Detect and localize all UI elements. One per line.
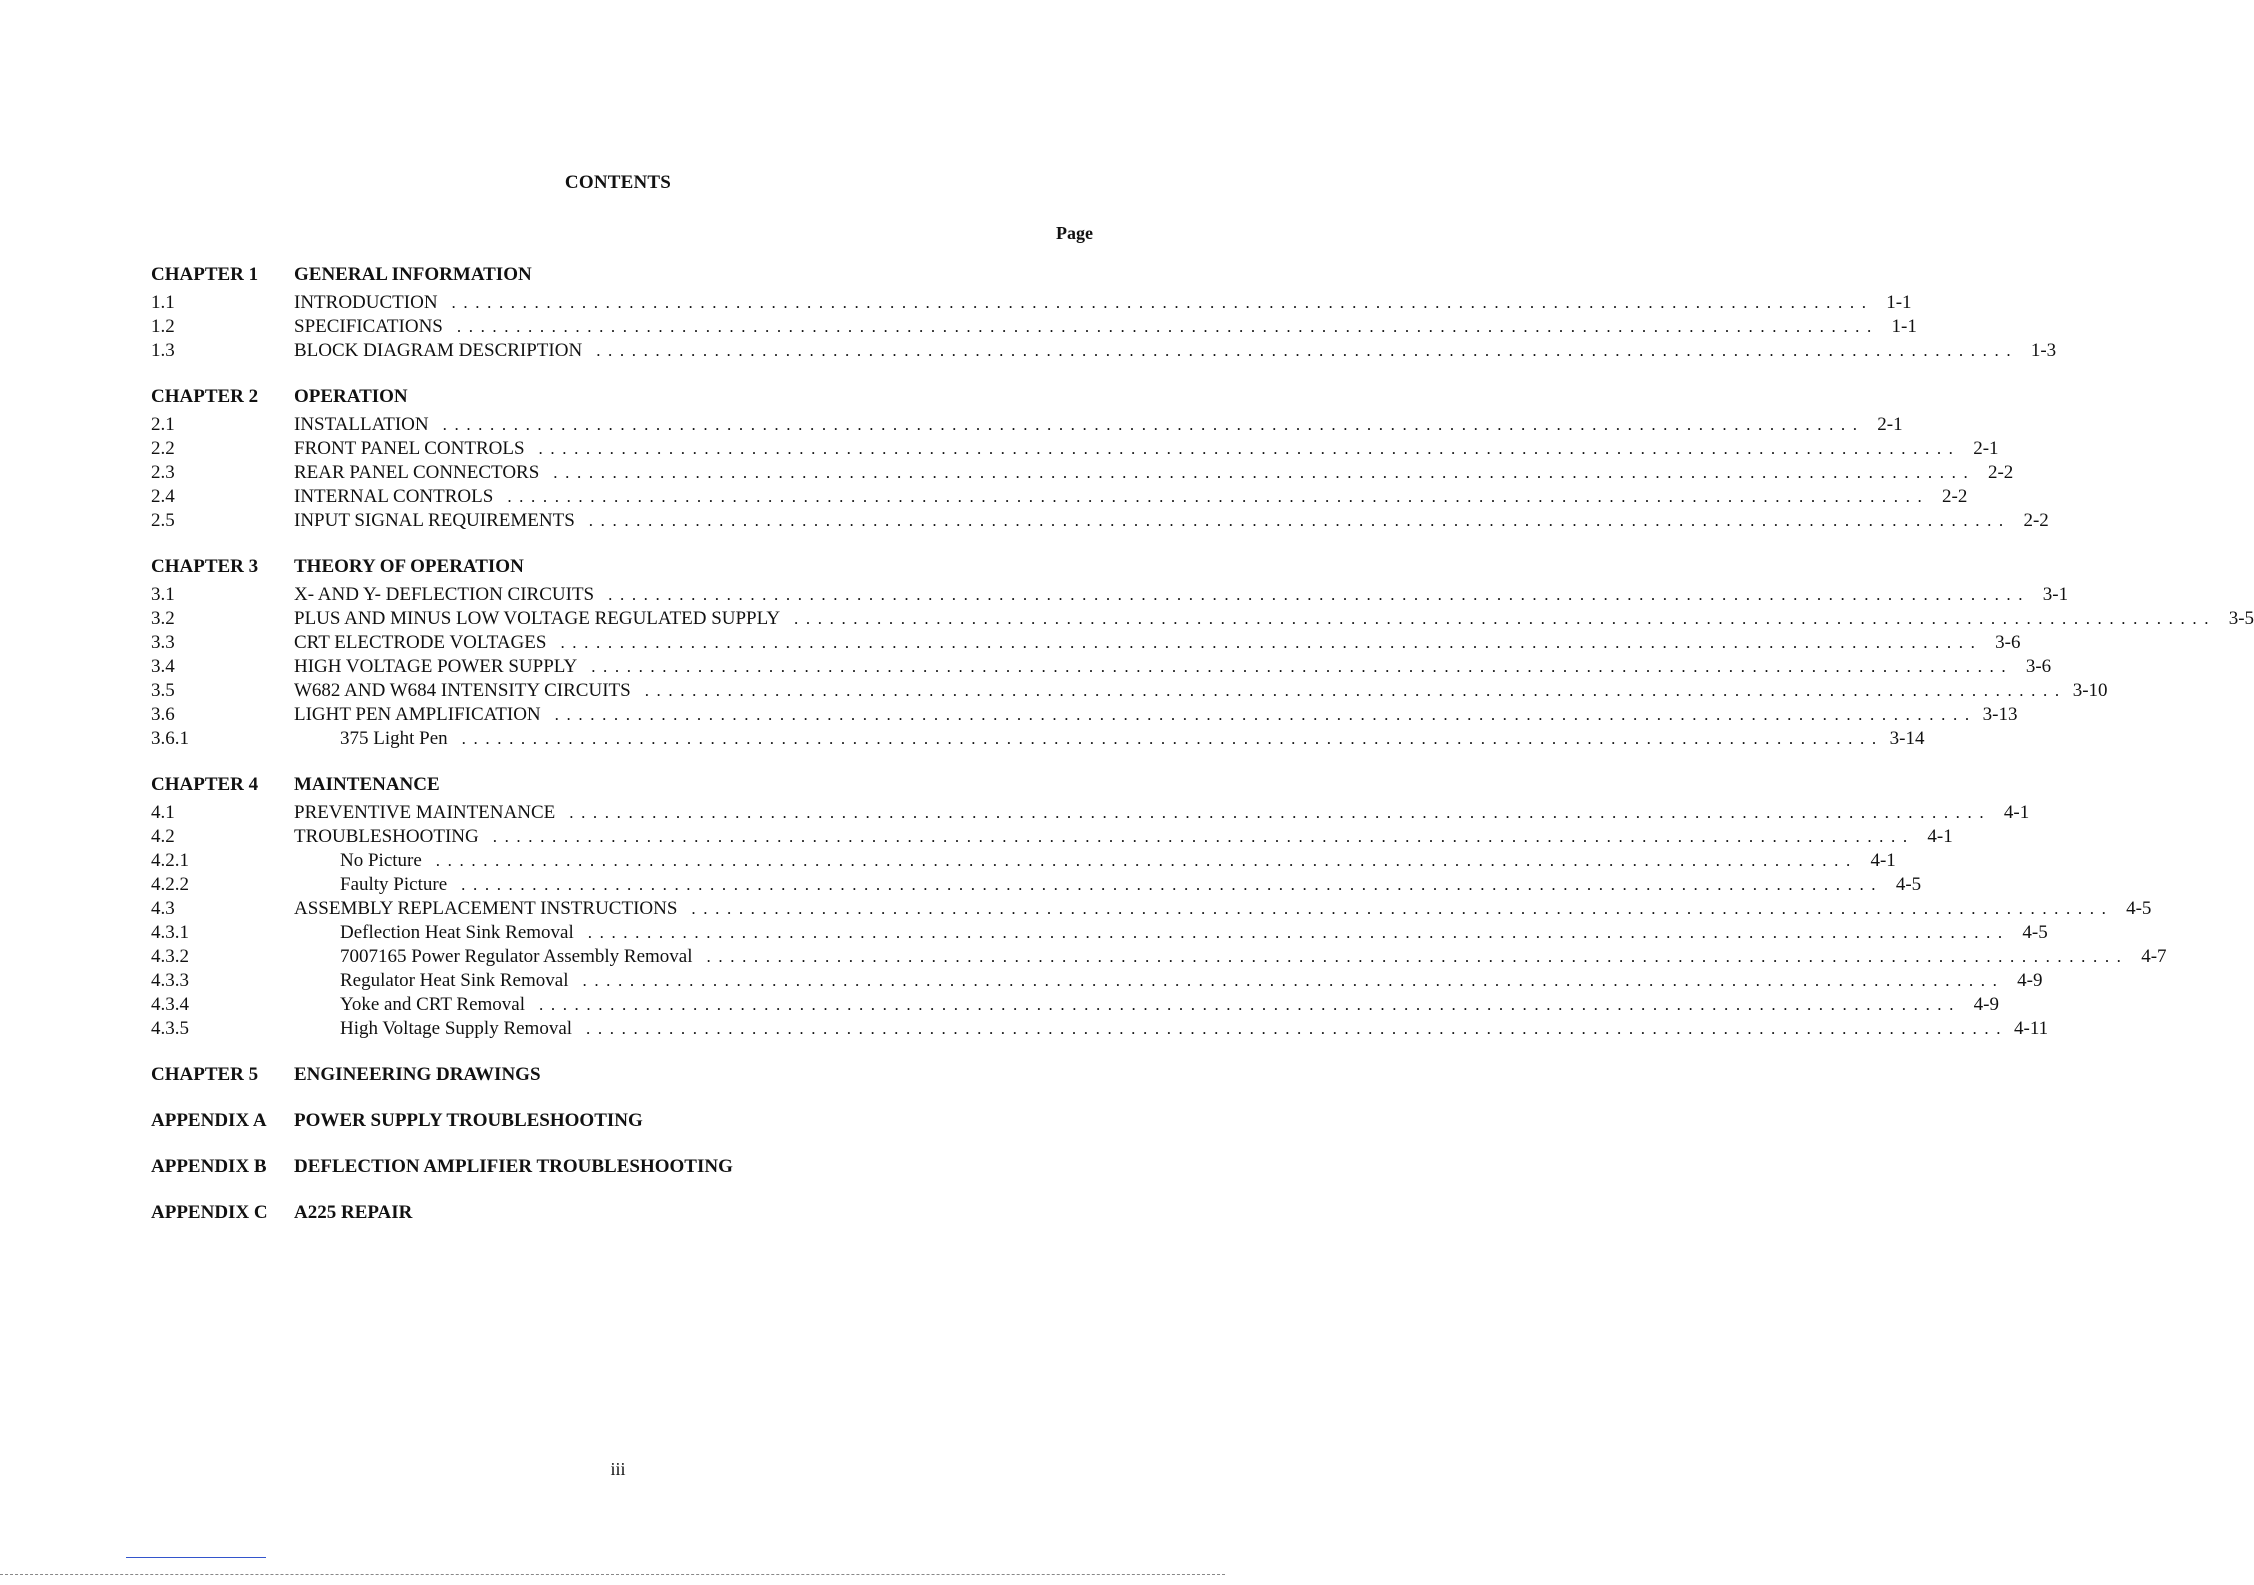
dot-leader: ........................................................................................................................ <box>586 1019 2009 1038</box>
entry-page: 4-5 <box>2126 898 2152 919</box>
entry-number: 1.2 <box>151 316 175 337</box>
toc-entry <box>151 946 2167 970</box>
scan-edge-rule <box>0 1574 1225 1575</box>
entry-number: 3.6 <box>151 704 175 725</box>
appendix-label: CHAPTER 5 <box>151 1064 259 1085</box>
entry-page: 1-1 <box>1891 316 1917 337</box>
toc-entry <box>151 438 1999 462</box>
toc-entry <box>151 292 1912 316</box>
dot-leader: ........................................................................................................................ <box>596 341 2019 360</box>
dot-leader: ........................................................................................................................ <box>560 633 1983 652</box>
dot-leader: ........................................................................................................................ <box>554 705 1977 724</box>
entry-page: 4-11 <box>2014 1018 2049 1039</box>
entry-title: HIGH VOLTAGE POWER SUPPLY <box>294 656 578 677</box>
entry-number: 3.4 <box>151 656 175 677</box>
toc-entry <box>151 922 2048 946</box>
dot-leader: ........................................................................................................................ <box>461 875 1884 894</box>
scan-link-underline <box>126 1557 266 1558</box>
entry-number: 4.3.2 <box>151 946 189 967</box>
appendix-title: DEFLECTION AMPLIFIER TROUBLESHOOTING <box>294 1156 733 1177</box>
entry-page: 4-7 <box>2141 946 2167 967</box>
section-label: CHAPTER 1 <box>151 264 259 285</box>
section-title: OPERATION <box>294 386 408 407</box>
entry-page: 2-2 <box>1942 486 1968 507</box>
entry-number: 2.2 <box>151 438 175 459</box>
page-title: CONTENTS <box>564 172 672 193</box>
toc-entry <box>151 340 2057 364</box>
toc-entry <box>151 826 1953 850</box>
entry-title: INSTALLATION <box>294 414 429 435</box>
entry-page: 3-6 <box>2025 656 2052 677</box>
entry-page: 1-1 <box>1886 292 1912 313</box>
entry-page: 3-5 <box>2228 608 2254 629</box>
toc-entry <box>151 728 1925 752</box>
appendix-title: A225 REPAIR <box>294 1202 413 1223</box>
entry-title: No Picture <box>340 850 422 871</box>
entry-number: 2.5 <box>151 510 175 531</box>
entry-title: INTRODUCTION <box>294 292 438 313</box>
entry-title: BLOCK DIAGRAM DESCRIPTION <box>294 340 583 361</box>
entry-title: W682 AND W684 INTENSITY CIRCUITS <box>294 680 631 701</box>
entry-number: 4.3.3 <box>151 970 189 991</box>
entry-title: INTERNAL CONTROLS <box>294 486 494 507</box>
page-column-label: Page <box>1056 223 1093 243</box>
entry-page: 4-9 <box>1973 994 1999 1015</box>
appendix-label: APPENDIX A <box>151 1110 267 1131</box>
section-heading <box>151 386 1092 414</box>
entry-number: 1.1 <box>151 292 175 313</box>
appendix-heading <box>151 1110 1092 1156</box>
section-label: CHAPTER 2 <box>151 386 259 407</box>
entry-page: 2-1 <box>1877 414 1903 435</box>
toc-entry <box>151 486 1968 510</box>
toc-entry <box>151 414 1903 438</box>
dot-leader: ........................................................................................................................ <box>507 487 1930 506</box>
appendix-label: APPENDIX B <box>151 1156 267 1177</box>
section-heading <box>151 264 1092 292</box>
entry-title: 7007165 Power Regulator Assembly Removal <box>340 946 693 967</box>
entry-page: 2-1 <box>1973 438 1999 459</box>
entry-page: 3-10 <box>2072 680 2108 701</box>
dot-leader: ........................................................................................................................ <box>587 923 2010 942</box>
entry-number: 3.2 <box>151 608 175 629</box>
entry-number: 4.3.4 <box>151 994 189 1015</box>
entry-page: 4-5 <box>2022 922 2048 943</box>
entry-page: 3-6 <box>1995 632 2021 653</box>
toc-sections <box>151 264 2254 1042</box>
toc-section <box>151 556 2254 752</box>
toc-section <box>151 774 2167 1042</box>
entry-page: 3-14 <box>1889 728 1925 749</box>
toc-entry <box>151 608 2254 632</box>
dot-leader: ........................................................................................................................ <box>691 899 2114 918</box>
dot-leader: ........................................................................................................................ <box>794 609 2217 628</box>
dot-leader: ........................................................................................................................ <box>644 681 2067 700</box>
dot-leader: ........................................................................................................................ <box>461 729 1884 748</box>
toc-section <box>151 264 2057 364</box>
entry-number: 4.2.1 <box>151 850 189 871</box>
toc-appendices <box>151 1064 1092 1248</box>
appendix-heading <box>151 1064 1092 1110</box>
entry-page: 4-1 <box>2003 802 2030 823</box>
entry-title: FRONT PANEL CONTROLS <box>294 438 525 459</box>
dot-leader: ........................................................................................................................ <box>706 947 2129 966</box>
entry-title: High Voltage Supply Removal <box>340 1018 573 1039</box>
section-title: THEORY OF OPERATION <box>294 556 524 577</box>
section-label: CHAPTER 4 <box>151 774 259 795</box>
dot-leader: ........................................................................................................................ <box>539 995 1961 1014</box>
entry-number: 2.4 <box>151 486 175 507</box>
entry-page: 4-1 <box>1927 826 1953 847</box>
table-of-contents <box>151 264 2254 1248</box>
dot-leader: ........................................................................................................................ <box>435 851 1858 870</box>
toc-entry <box>151 994 1999 1018</box>
entry-title: 375 Light Pen <box>340 728 448 749</box>
entry-page: 4-5 <box>1895 874 1922 895</box>
toc-entry <box>151 462 2014 486</box>
entry-number: 3.6.1 <box>151 728 189 749</box>
entry-title: REAR PANEL CONNECTORS <box>294 462 540 483</box>
entry-title: LIGHT PEN AMPLIFICATION <box>294 704 541 725</box>
dot-leader: ........................................................................................................................ <box>538 439 1961 458</box>
toc-entry <box>151 632 2021 656</box>
entry-number: 3.1 <box>151 584 175 605</box>
entry-page: 4-9 <box>2017 970 2043 991</box>
dot-leader: ........................................................................................................................ <box>492 827 1915 846</box>
dot-leader: ........................................................................................................................ <box>591 657 2014 676</box>
appendix-heading <box>151 1156 1092 1202</box>
section-label: CHAPTER 3 <box>151 556 259 577</box>
dot-leader: ........................................................................................................................ <box>588 511 2011 530</box>
entry-page: 3-1 <box>2042 584 2069 605</box>
entry-title: CRT ELECTRODE VOLTAGES <box>294 632 547 653</box>
entry-title: Regulator Heat Sink Removal <box>340 970 569 991</box>
toc-entry <box>151 970 2043 994</box>
entry-title: SPECIFICATIONS <box>294 316 443 337</box>
dot-leader: ........................................................................................................................ <box>442 415 1865 434</box>
entry-number: 1.3 <box>151 340 175 361</box>
entry-page: 2-2 <box>2023 510 2049 531</box>
section-title: GENERAL INFORMATION <box>294 264 532 285</box>
dot-leader: ........................................................................................................................ <box>569 803 1992 822</box>
toc-section <box>151 386 2049 534</box>
entry-title: Yoke and CRT Removal <box>340 994 525 1015</box>
entry-number: 2.1 <box>151 414 175 435</box>
toc-entry <box>151 510 2049 534</box>
entry-number: 4.3.1 <box>151 922 189 943</box>
footer-page-number: iii <box>610 1459 626 1479</box>
toc-entry <box>151 680 2108 704</box>
dot-leader: ........................................................................................................................ <box>582 971 2005 990</box>
section-title: MAINTENANCE <box>294 774 440 795</box>
entry-title: Deflection Heat Sink Removal <box>340 922 574 943</box>
entry-number: 4.2.2 <box>151 874 189 895</box>
dot-leader: ........................................................................................................................ <box>553 463 1976 482</box>
entry-title: PREVENTIVE MAINTENANCE <box>294 802 556 823</box>
entry-title: TROUBLESHOOTING <box>294 826 479 847</box>
toc-entry <box>151 874 1922 898</box>
appendix-label: APPENDIX C <box>151 1202 268 1223</box>
entry-title: Faulty Picture <box>340 874 448 895</box>
appendix-title: POWER SUPPLY TROUBLESHOOTING <box>294 1110 643 1131</box>
appendix-heading <box>151 1202 1092 1248</box>
entry-title: INPUT SIGNAL REQUIREMENTS <box>294 510 575 531</box>
appendix-title: ENGINEERING DRAWINGS <box>294 1064 541 1085</box>
entry-number: 4.3 <box>151 898 175 919</box>
toc-entry <box>151 802 2030 826</box>
entry-number: 4.1 <box>151 802 175 823</box>
entry-number: 4.3.5 <box>151 1018 189 1039</box>
toc-entry <box>151 656 2052 680</box>
section-heading <box>151 556 1092 584</box>
entry-page: 3-13 <box>1982 704 2018 725</box>
entry-page: 2-2 <box>1987 462 2014 483</box>
toc-entry <box>151 850 1896 874</box>
entry-number: 4.2 <box>151 826 175 847</box>
entry-page: 1-3 <box>2030 340 2057 361</box>
dot-leader: ........................................................................................................................ <box>451 293 1874 312</box>
entry-title: PLUS AND MINUS LOW VOLTAGE REGULATED SUPPLY <box>294 608 781 629</box>
toc-entry <box>151 704 2018 728</box>
toc-entry <box>151 1018 2049 1042</box>
toc-entry <box>151 898 2152 922</box>
entry-number: 3.5 <box>151 680 175 701</box>
entry-number: 2.3 <box>151 462 175 483</box>
dot-leader: ........................................................................................................................ <box>456 317 1879 336</box>
entry-number: 3.3 <box>151 632 175 653</box>
entry-title: X- AND Y- DEFLECTION CIRCUITS <box>294 584 595 605</box>
dot-leader: ........................................................................................................................ <box>608 585 2031 604</box>
entry-title: ASSEMBLY REPLACEMENT INSTRUCTIONS <box>294 898 678 919</box>
entry-page: 4-1 <box>1870 850 1896 871</box>
section-heading <box>151 774 1092 802</box>
toc-entry <box>151 316 1917 340</box>
toc-entry <box>151 584 2069 608</box>
